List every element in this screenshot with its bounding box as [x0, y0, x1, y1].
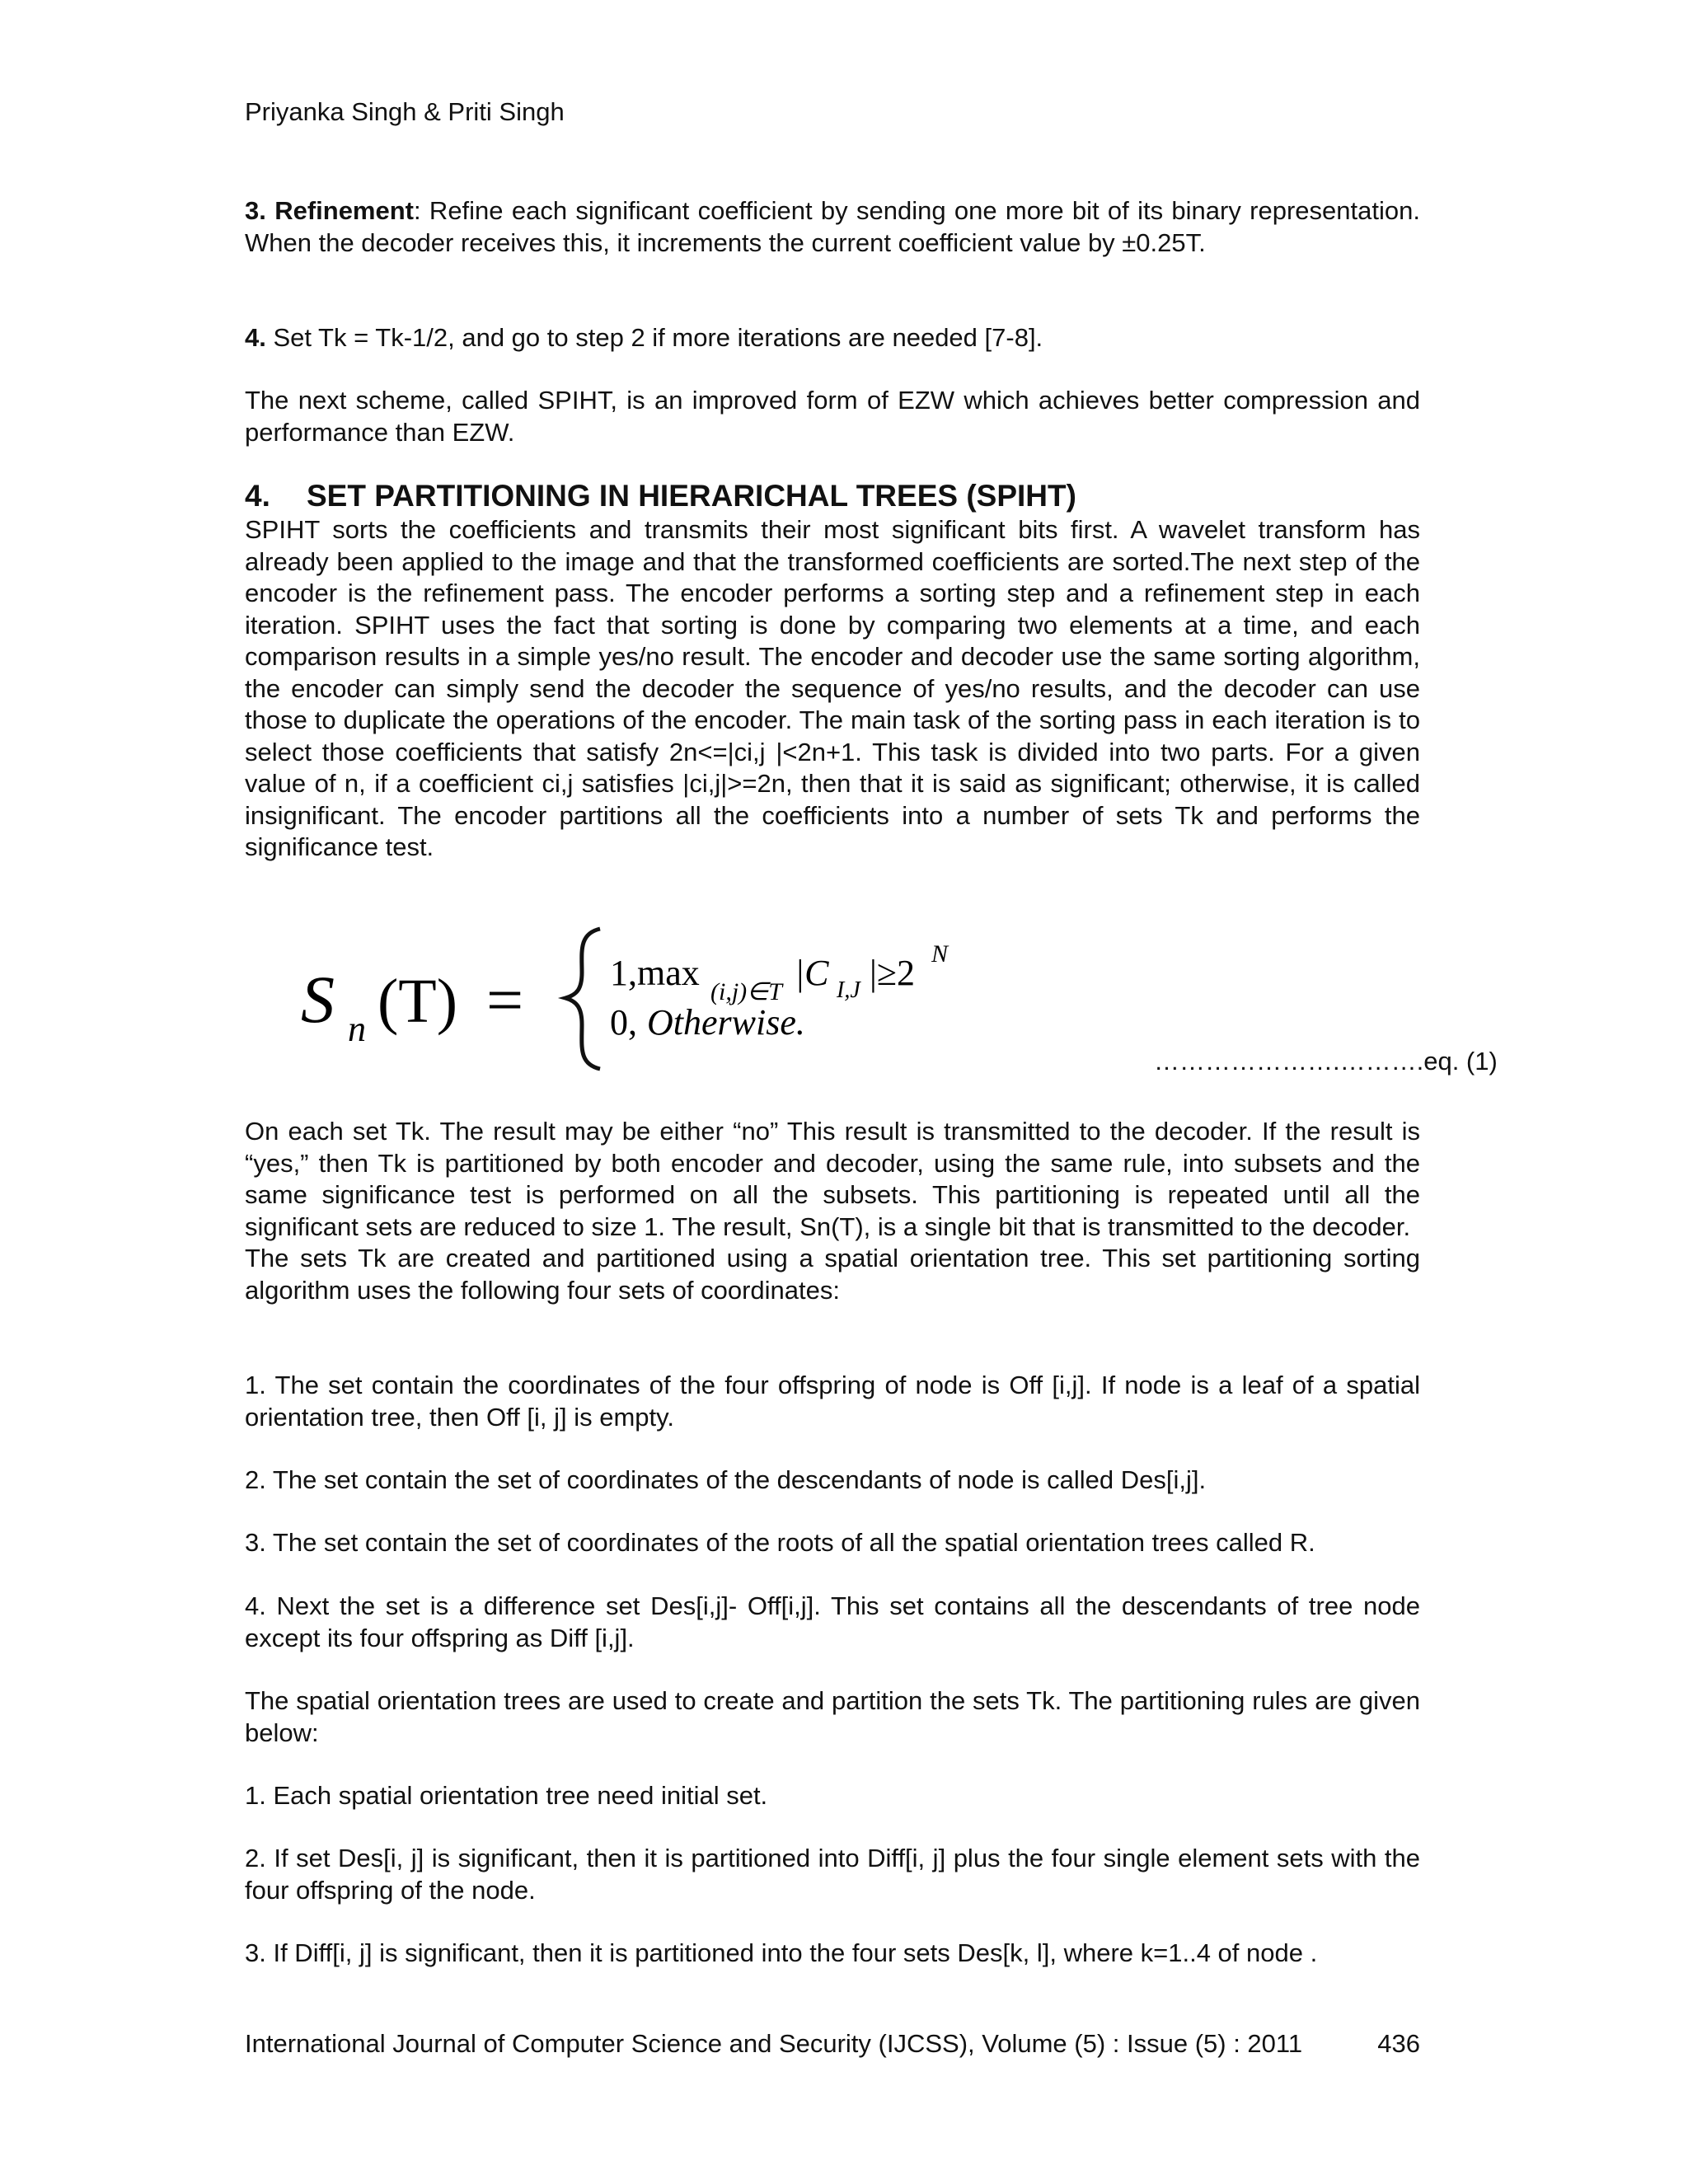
eq-case1-sup: N	[931, 940, 949, 968]
step-3-text: : Refine each significant coefficient by sending one more bit of its binary representation. When the decoder receives this, it increments the current coefficient value by ±0.25T.	[245, 196, 1420, 257]
section-paragraph-1-text: SPIHT sorts the coefficients and transmits their most significant bits first. A wavelet transform has already been applied to the image and that the transformed coefficients are sorted.The next step of the encoder is the refinement pass. The encoder performs a sorting step and a refinement step in each iteration. SPIHT uses the fact that sorting is done by comparing two elements at a time, and each comparison results in a simple yes/no result. The encoder and decoder use the same sorting algorithm, the encoder can simply send the decoder the sequence of yes/no results, and the decoder can use those to duplicate the operations of the encoder. The main task of the sorting pass in each iteration is to select those coefficients that satisfy 2n<=|ci,j |<2n+1. This task is divided into two parts. For a given value of n, if a coefficient ci,j satisfies |ci,j|>=2n, then that it is said as significant; otherwise, it is called insignificant. The encoder partitions all the coefficients into a number of sets Tk and performs the significance test.	[245, 515, 1420, 861]
section-title: SET PARTITIONING IN HIERARICHAL TREES (SPIHT)	[307, 479, 1076, 513]
footer-journal: International Journal of Computer Science and Security (IJCSS), Volume (5) : Issue (5) : 2011	[245, 2029, 1303, 2058]
step-3-number: 3.	[245, 196, 266, 225]
running-header: Priyanka Singh & Priti Singh	[245, 97, 565, 126]
set-item-3-text: 3. The set contain the set of coordinates of the roots of all the spatial orientation trees called R.	[245, 1528, 1315, 1557]
set-item-4	[245, 1591, 1420, 1654]
step-4-text: Set Tk = Tk-1/2, and go to step 2 if more iterations are needed [7-8].	[265, 323, 1043, 352]
paragraph-4	[245, 1685, 1420, 1749]
set-item-3	[245, 1527, 1420, 1559]
equation-label: ………………….……….eq. (1)	[1154, 1047, 1498, 1076]
eq-case1-body-sub: I,J	[837, 977, 860, 1003]
set-item-1	[245, 1370, 1420, 1433]
page-number: 436	[1377, 2029, 1420, 2058]
eq-brace	[565, 929, 600, 1069]
rule-item-1	[245, 1780, 1420, 1812]
rule-item-3-text: 3. If Diff[i, j] is significant, then it is partitioned into the four sets Des[k, l], where k=1..4 of node .	[245, 1938, 1318, 1967]
eq-lhs-t: (T)	[377, 967, 458, 1036]
eq-lhs-s: S	[301, 962, 335, 1037]
eq-case1-sub: (i,j)∈T	[710, 978, 782, 1005]
equation-svg	[297, 919, 1039, 1076]
set-item-4-text: 4. Next the set is a difference set Des[i,j]- Off[i,j]. This set contains all the descendants of tree node except its four offspring as Diff [i,j].	[245, 1591, 1420, 1652]
set-item-1-text: 1. The set contain the coordinates of the four offspring of node is Off [i,j]. If node is a leaf of a spatial orientation tree, then Off [i, j] is empty.	[245, 1371, 1420, 1432]
paragraph-2	[245, 1116, 1420, 1306]
eq-case2-prefix: 0,	[610, 1002, 637, 1043]
section-number: 4.	[245, 479, 270, 513]
paragraph-4-text: The spatial orientation trees are used to create and partition the sets Tk. The partitioning rules are given below:	[245, 1686, 1420, 1747]
set-item-2-text: 2. The set contain the set of coordinates of the descendants of node is called Des[i,j].	[245, 1465, 1207, 1494]
section-paragraph-1	[245, 514, 1420, 864]
eq-equals: =	[486, 964, 524, 1037]
eq-case1-tail: |≥2	[870, 953, 915, 993]
set-item-2	[245, 1465, 1420, 1497]
rule-item-2	[245, 1843, 1420, 1906]
paragraph-2-text: On each set Tk. The result may be either “no” This result is transmitted to the decoder. If the result is “yes,” then Tk is partitioned by both encoder and decoder, using the same rule, into subsets and the same significance test is performed on all the subsets. This partitioning is repeated until all the significant sets are reduced to size 1. The result, Sn(T), is a single bit that is transmitted to the decoder.	[245, 1117, 1420, 1241]
page-footer	[245, 2029, 1420, 2059]
eq-lhs-n: n	[348, 1009, 366, 1049]
paragraph-3-text: The sets Tk are created and partitioned using a spatial orientation tree. This set partitioning sorting algorithm uses the following four sets of coordinates:	[245, 1244, 1420, 1305]
spiht-intro-text: The next scheme, called SPIHT, is an improved form of EZW which achieves better compression and performance than EZW.	[245, 386, 1420, 447]
equation-1	[297, 919, 1039, 1076]
rule-item-3	[245, 1938, 1420, 1970]
eq-case1-prefix: 1,max	[610, 953, 700, 993]
step-4-number: 4.	[245, 323, 266, 352]
rule-item-2-text: 2. If set Des[i, j] is significant, then it is partitioned into Diff[i, j] plus the four single element sets with the four offspring of the node.	[245, 1844, 1420, 1905]
step-3-paragraph	[245, 195, 1420, 259]
step-4-paragraph	[245, 322, 1420, 354]
eq-case2-text: Otherwise.	[647, 1002, 805, 1043]
step-3-term: Refinement	[274, 196, 414, 225]
rule-item-1-text: 1. Each spatial orientation tree need initial set.	[245, 1781, 768, 1810]
eq-case1-body: |C	[795, 953, 829, 993]
section-heading	[245, 478, 1420, 514]
spiht-intro-paragraph	[245, 385, 1420, 448]
